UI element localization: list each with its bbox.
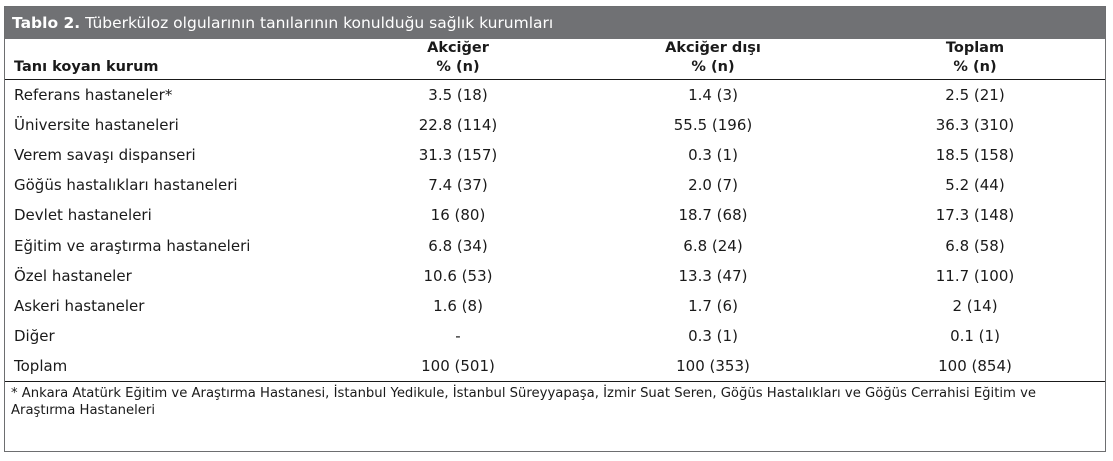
cell-akciger-disi: 2.0 (7) <box>688 176 738 195</box>
cell-akciger: 100 (501) <box>335 351 581 382</box>
caption-label: Tablo 2. <box>12 14 81 32</box>
cell-akciger-disi: 1.7 (6) <box>688 296 738 315</box>
table-row <box>5 140 1105 170</box>
table-row <box>5 200 1105 230</box>
header-toplam <box>845 39 1105 80</box>
cell-akciger-disi: 55.5 (196) <box>673 116 753 135</box>
cell-toplam: 17.3 (148) <box>935 206 1015 225</box>
cell-toplam: 2.5 (21) <box>945 86 1005 105</box>
cell-kurum: Referans hastaneler* <box>14 86 173 105</box>
table-row <box>5 291 1105 321</box>
cell-akciger-disi: 18.7 (68) <box>678 206 748 225</box>
table-row <box>5 230 1105 260</box>
cell-toplam: 5.2 (44) <box>945 176 1005 195</box>
header-akciger-disi-label: Akciğer dışı <box>665 40 761 56</box>
table-row-total <box>5 351 1105 382</box>
header-akciger-disi <box>581 39 845 80</box>
table-row <box>5 321 1105 351</box>
cell-kurum: Verem savaşı dispanseri <box>14 146 196 165</box>
cell-kurum: Üniversite hastaneleri <box>14 116 179 135</box>
table-caption <box>5 7 1105 39</box>
cell-akciger: - <box>455 326 461 345</box>
cell-akciger: 31.3 (157) <box>418 146 498 165</box>
header-toplam-unit: % (n) <box>953 59 997 75</box>
header-toplam-label: Toplam <box>945 40 1005 56</box>
cell-akciger-disi: 0.3 (1) <box>688 146 738 165</box>
cell-akciger: 6.8 (34) <box>428 236 488 255</box>
cell-toplam: 2 (14) <box>952 296 998 315</box>
cell-toplam: 6.8 (58) <box>945 236 1005 255</box>
cell-kurum: Toplam <box>5 351 335 382</box>
cell-akciger: 16 (80) <box>430 206 486 225</box>
header-row <box>5 39 1105 80</box>
cell-akciger-disi: 6.8 (24) <box>683 236 743 255</box>
cell-akciger: 1.6 (8) <box>433 296 483 315</box>
header-akciger <box>335 39 581 80</box>
cell-toplam: 100 (854) <box>845 351 1105 382</box>
cell-kurum: Göğüs hastalıkları hastaneleri <box>14 176 238 195</box>
cell-kurum: Eğitim ve araştırma hastaneleri <box>14 236 251 255</box>
header-kurum: Tanı koyan kurum <box>5 39 335 80</box>
cell-toplam: 18.5 (158) <box>935 146 1015 165</box>
cell-kurum: Özel hastaneler <box>14 266 132 285</box>
cell-toplam: 11.7 (100) <box>935 266 1015 285</box>
cell-kurum: Askeri hastaneler <box>14 296 145 315</box>
data-table <box>5 39 1105 382</box>
cell-akciger: 7.4 (37) <box>428 176 488 195</box>
cell-toplam: 0.1 (1) <box>950 326 1000 345</box>
cell-akciger: 10.6 (53) <box>423 266 493 285</box>
cell-akciger-disi: 13.3 (47) <box>678 266 748 285</box>
header-akciger-unit: % (n) <box>436 59 480 75</box>
cell-akciger-disi: 100 (353) <box>581 351 845 382</box>
cell-akciger-disi: 0.3 (1) <box>688 326 738 345</box>
caption-text: Tüberküloz olgularının tanılarının konulduğu sağlık kurumları <box>80 14 554 32</box>
cell-akciger-disi: 1.4 (3) <box>688 86 738 105</box>
table-footnote: * Ankara Atatürk Eğitim ve Araştırma Hastanesi, İstanbul Yedikule, İstanbul Süreyyapaşa, İzmir Suat Seren, Göğüs Hastalıkları ve Göğüs Cerrahisi Eğitim ve Araştırma Hastaneleri <box>11 385 1037 418</box>
table-row <box>5 80 1105 111</box>
header-akciger-label: Akciğer <box>427 40 489 56</box>
cell-kurum: Diğer <box>14 326 55 345</box>
table-frame <box>4 6 1106 452</box>
table-row <box>5 110 1105 140</box>
cell-kurum: Devlet hastaneleri <box>14 206 152 225</box>
cell-akciger: 22.8 (114) <box>418 116 498 135</box>
header-akciger-disi-unit: % (n) <box>691 59 735 75</box>
cell-toplam: 36.3 (310) <box>935 116 1015 135</box>
table-row <box>5 261 1105 291</box>
table-row <box>5 170 1105 200</box>
cell-akciger: 3.5 (18) <box>428 86 488 105</box>
